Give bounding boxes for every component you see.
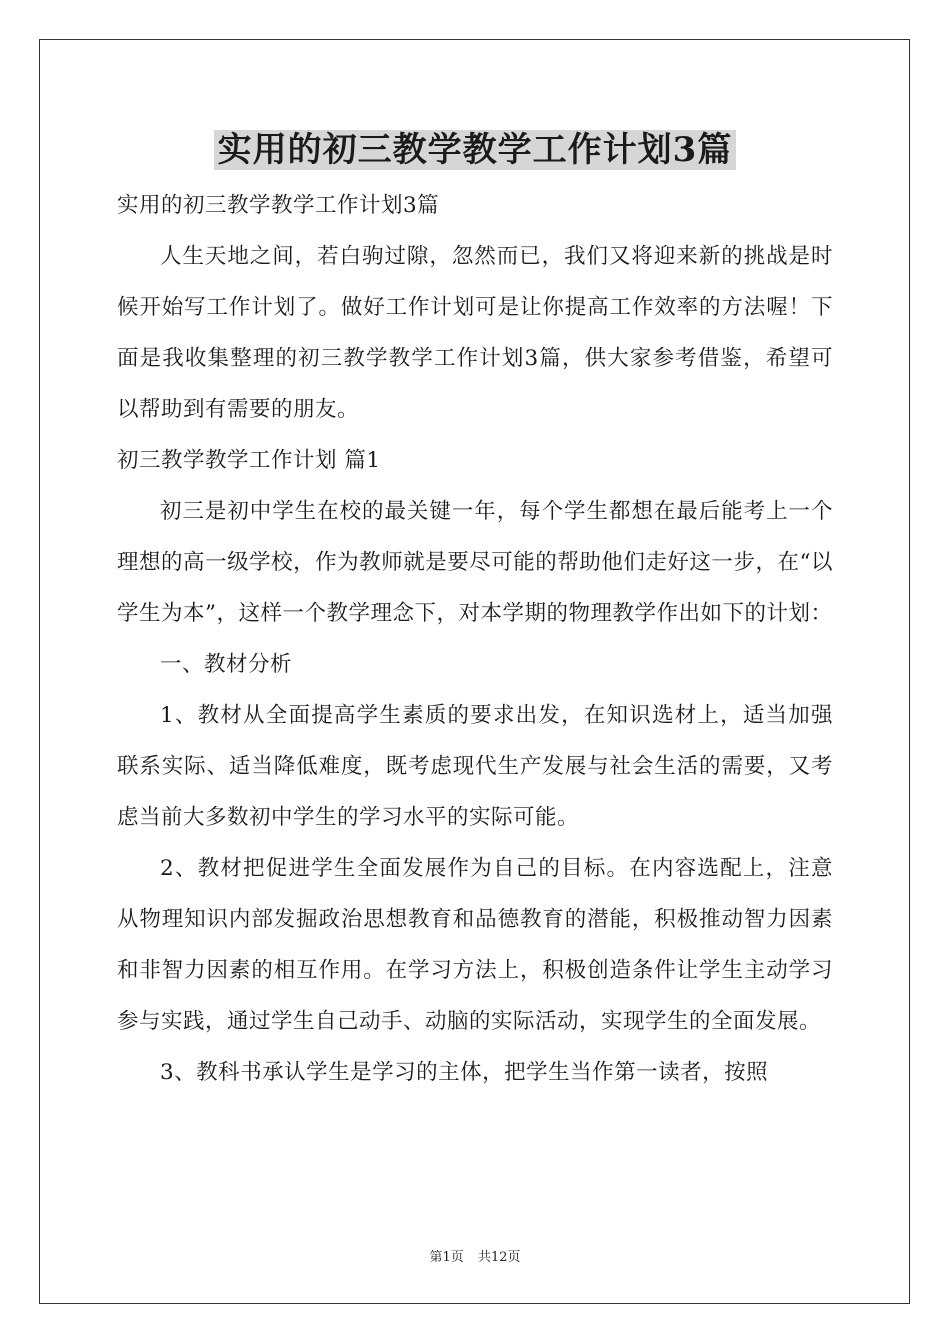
document-subtitle: 实用的初三教学教学工作计划3篇: [117, 193, 440, 218]
body-paragraph: 2、教材把促进学生全面发展作为自己的目标。在内容选配上，注意从物理知识内部发掘政治思想教育和品德教育的潜能，积极推动智力因素和非智力因素的相互作用。在学习方法上，积极创造条件让学生主动学习参与实践，通过学生自己动手、动脑的实际活动，实现学生的全面发展。: [117, 856, 833, 1034]
body-paragraph: 1、教材从全面提高学生素质的要求出发，在知识选材上，适当加强联系实际、适当降低难度，既考虑现代生产发展与社会生活的需要，又考虑当前大多数初中学生的学习水平的实际可能。: [117, 703, 833, 830]
body-paragraph: 3、教科书承认学生是学习的主体，把学生当作第一读者，按照: [160, 1060, 769, 1085]
sub-heading-textbook-analysis: 一、教材分析: [160, 652, 293, 677]
page-number-current: 第1页: [429, 1250, 464, 1265]
page-number-total: 共12页: [477, 1250, 521, 1265]
page-footer: [0, 1246, 950, 1265]
body-paragraph: 初三是初中学生在校的最关键一年，每个学生都想在最后能考上一个理想的高一级学校，作为教师就是要尽可能的帮助他们走好这一步，在“以学生为本”，这样一个教学理念下，对本学期的物理教学作出如下的计划：: [117, 499, 833, 626]
section-heading-1: 初三教学教学工作计划 篇1: [117, 448, 381, 473]
document-title: [0, 128, 950, 172]
intro-paragraph: 人生天地之间，若白驹过隙，忽然而已，我们又将迎来新的挑战是时候开始写工作计划了。做好工作计划可是让你提高工作效率的方法喔！下面是我收集整理的初三教学教学工作计划3篇，供大家参考借鉴，希望可以帮助到有需要的朋友。: [117, 244, 833, 422]
document-body: [117, 180, 833, 1098]
document-title-text: 实用的初三教学教学工作计划3篇: [214, 130, 737, 170]
